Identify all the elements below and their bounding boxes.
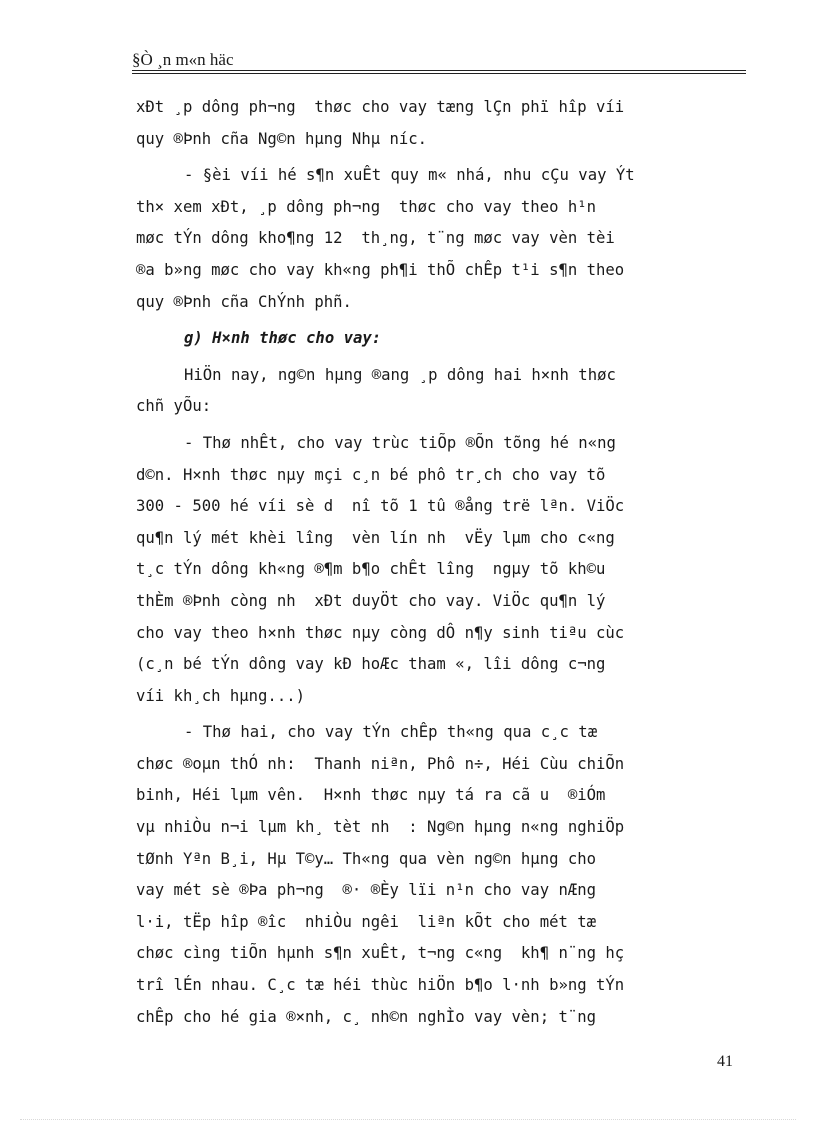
text-line: vµ nhiÒu n¬i lµm kh¸ tèt nh : Ng©n hµng n«ng nghiÖp — [136, 818, 625, 837]
text-line: - Thø nhÊt, cho vay trùc tiÕp ®Õn tõng hé n«ng — [184, 433, 616, 452]
text-line: binh, Héi lµm vên. H×nh thøc nµy tá ra cã u ®iÓm — [136, 786, 606, 805]
paragraph — [136, 717, 740, 1033]
text-line: møc tÝn dông kho¶ng 12 th¸ng, t¨ng møc vay vèn tèi — [136, 229, 615, 248]
text-line: víi kh¸ch hµng...) — [136, 686, 305, 705]
text-line: - §èi víi hé s¶n xuÊt quy m« nhá, nhu cÇu vay Ýt — [184, 166, 635, 185]
paragraph — [136, 428, 740, 712]
text-line: HiÖn nay, ng©n hµng ®ang ¸p dông hai h×nh thøc — [184, 365, 616, 384]
header-title: §Ò ¸n m«n häc — [132, 50, 234, 69]
document-header — [132, 50, 746, 70]
text-line: chøc cìng tiÕn hµnh s¶n xuÊt, t¬ng c«ng kh¶ n¨ng hç — [136, 944, 625, 963]
text-line: quy ®Þnh cña Ng©n hµng Nhµ níc. — [136, 129, 428, 148]
text-line: l·i, tËp hîp ®îc nhiÒu ngêi liªn kÕt cho mét tæ — [136, 912, 597, 931]
page-bottom-divider — [20, 1119, 796, 1120]
text-line: quy ®Þnh cña ChÝnh phñ. — [136, 292, 352, 311]
text-line: tØnh Yªn B¸i, Hµ T©y… Th«ng qua vèn ng©n hµng cho — [136, 849, 597, 868]
text-line: thÈm ®Þnh còng nh xÐt duyÖt cho vay. ViÖc qu¶n lý — [136, 591, 606, 610]
paragraph — [136, 160, 740, 318]
text-line: t¸c tÝn dông kh«ng ®¶m b¶o chÊt lîng ngµy tõ kh©u — [136, 560, 606, 579]
document-body — [136, 92, 740, 1033]
text-line: xÐt ¸p dông ph¬ng thøc cho vay tæng lÇn phï hîp víi — [136, 98, 625, 116]
text-line: - Thø hai, cho vay tÝn chÊp th«ng qua c¸c tæ — [184, 723, 598, 742]
text-line: vay mét sè ®Þa ph¬ng ®· ®Èy lïi n¹n cho vay nÆng — [136, 881, 597, 900]
text-line: d©n. H×nh thøc nµy mçi c¸n bé phô tr¸ch cho vay tõ — [136, 465, 606, 484]
text-line: qu¶n lý mét khèi lîng vèn lín nh vËy lµm cho c«ng — [136, 528, 615, 547]
text-line: (c¸n bé tÝn dông vay kÐ hoÆc tham «, lîi dông c¬ng — [136, 655, 606, 674]
text-line: chñ yÕu: — [136, 397, 212, 416]
header-rule-thin — [132, 73, 746, 74]
paragraph — [136, 360, 740, 423]
text-line: chøc ®oµn thÓ nh: Thanh niªn, Phô n÷, Héi Cùu chiÕn — [136, 754, 625, 773]
heading-text: g) H×nh thøc cho vay: — [184, 329, 382, 348]
page-number: 41 — [717, 1053, 733, 1070]
text-line: ®a b»ng møc cho vay kh«ng ph¶i thÕ chÊp t¹i s¶n theo — [136, 260, 625, 279]
text-line: th× xem xÐt, ¸p dông ph¬ng thøc cho vay theo h¹n — [136, 197, 597, 216]
section-heading — [136, 323, 740, 355]
text-line: 300 - 500 hé víi sè d nî tõ 1 tû ®ång trë lªn. ViÖc — [136, 497, 625, 516]
text-line: cho vay theo h×nh thøc nµy còng dÔ n¶y sinh tiªu cùc — [136, 623, 625, 642]
text-line: trî lÉn nhau. C¸c tæ héi thùc hiÖn b¶o l·nh b»ng tÝn — [136, 976, 625, 995]
header-rule-thick — [132, 70, 746, 71]
text-line: chÊp cho hé gia ®×nh, c¸ nh©n nghÌo vay vèn; t¨ng — [136, 1007, 597, 1026]
paragraph — [136, 92, 740, 155]
